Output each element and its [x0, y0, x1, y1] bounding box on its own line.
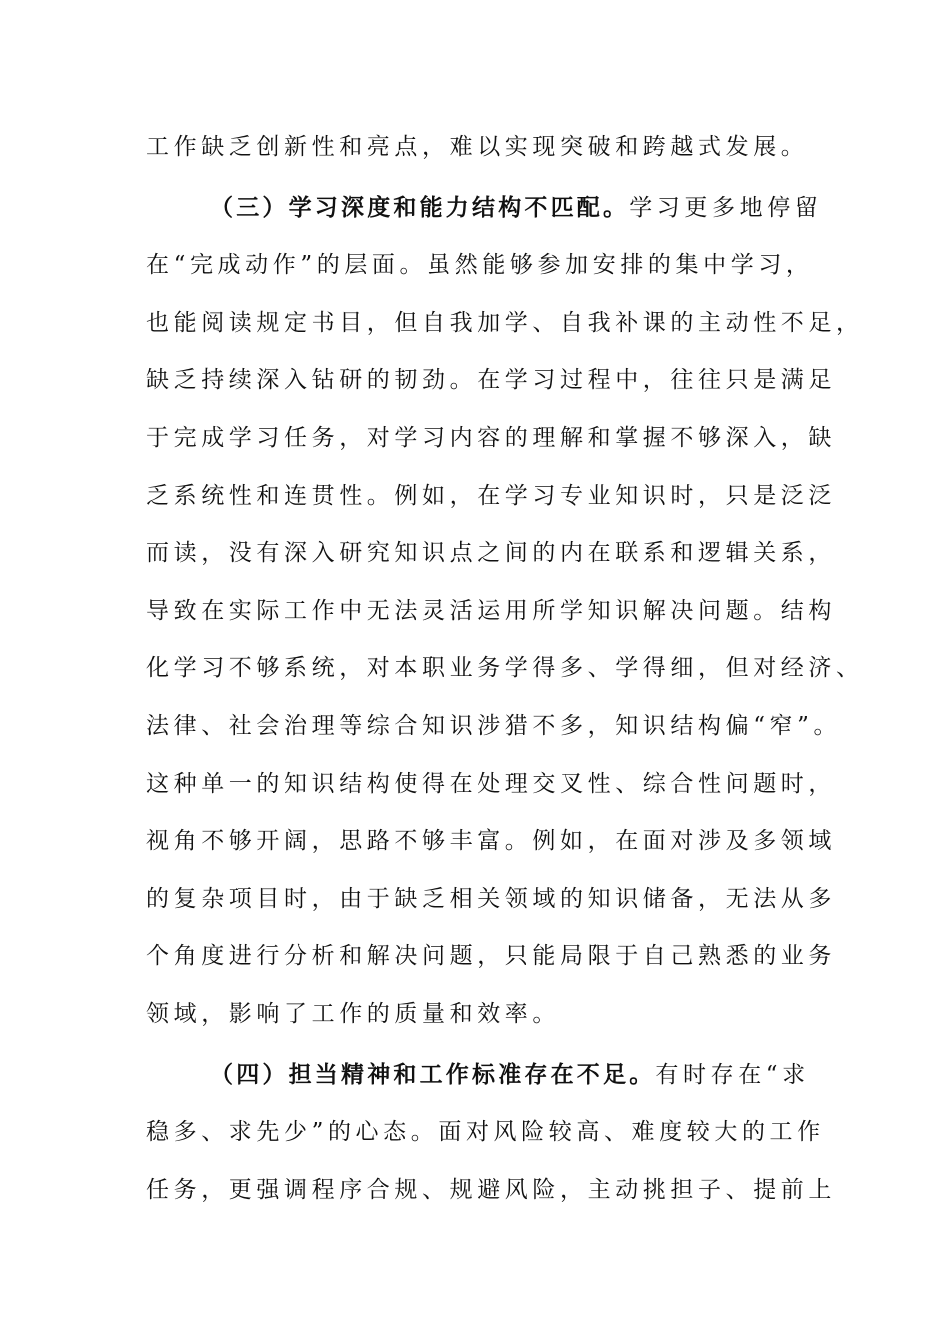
- text-line: 于完成学习任务，对学习内容的理解和掌握不够深入，缺: [146, 424, 836, 451]
- text-line: 缺乏持续深入钻研的韧劲。在学习过程中，往往只是满足: [146, 367, 836, 394]
- text-line: 视角不够开阔，思路不够丰富。例如，在面对涉及多领域: [146, 828, 836, 855]
- text-line: 也能阅读规定书目，但自我加学、自我补课的主动性不足，: [146, 309, 864, 336]
- text-line: 化学习不够系统，对本职业务学得多、学得细，但对经济、: [146, 655, 864, 682]
- text-line: 个角度进行分析和解决问题，只能局限于自己熟悉的业务: [146, 943, 836, 970]
- text-line: 在“完成动作”的层面。虽然能够参加安排的集中学习，: [146, 252, 814, 279]
- text-line: 有时存在“求: [655, 1061, 810, 1088]
- text-line: 的复杂项目时，由于缺乏相关领域的知识储备，无法从多: [146, 885, 836, 912]
- text-line: 导致在实际工作中无法灵活运用所学知识解决问题。结构: [146, 597, 836, 624]
- text-line: 法律、社会治理等综合知识涉猎不多，知识结构偏“窄”。: [146, 712, 842, 739]
- text-line: 任务，更强调程序合规、规避风险，主动挑担子、提前上: [146, 1176, 836, 1203]
- section-three-heading: （三）学习深度和能力结构不匹配。: [210, 194, 630, 221]
- text-line: 领域，影响了工作的质量和效率。: [146, 1000, 560, 1027]
- text-line: 这种单一的知识结构使得在处理交叉性、综合性问题时，: [146, 770, 836, 797]
- document-body: [146, 119, 864, 1219]
- section-four-first-line: [146, 1047, 810, 1105]
- text-line: 而读，没有深入研究知识点之间的内在联系和逻辑关系，: [146, 540, 836, 567]
- text-line: 乏系统性和连贯性。例如，在学习专业知识时，只是泛泛: [146, 482, 836, 509]
- text-line: 工作缺乏创新性和亮点，难以实现突破和跨越式发展。: [146, 134, 809, 160]
- text-line: 稳多、求先少”的心态。面对风险较高、难度较大的工作: [146, 1119, 825, 1146]
- section-four-heading: （四）担当精神和工作标准存在不足。: [210, 1061, 656, 1088]
- section-three-first-line: [146, 180, 823, 238]
- text-line: 学习更多地停留: [629, 194, 823, 221]
